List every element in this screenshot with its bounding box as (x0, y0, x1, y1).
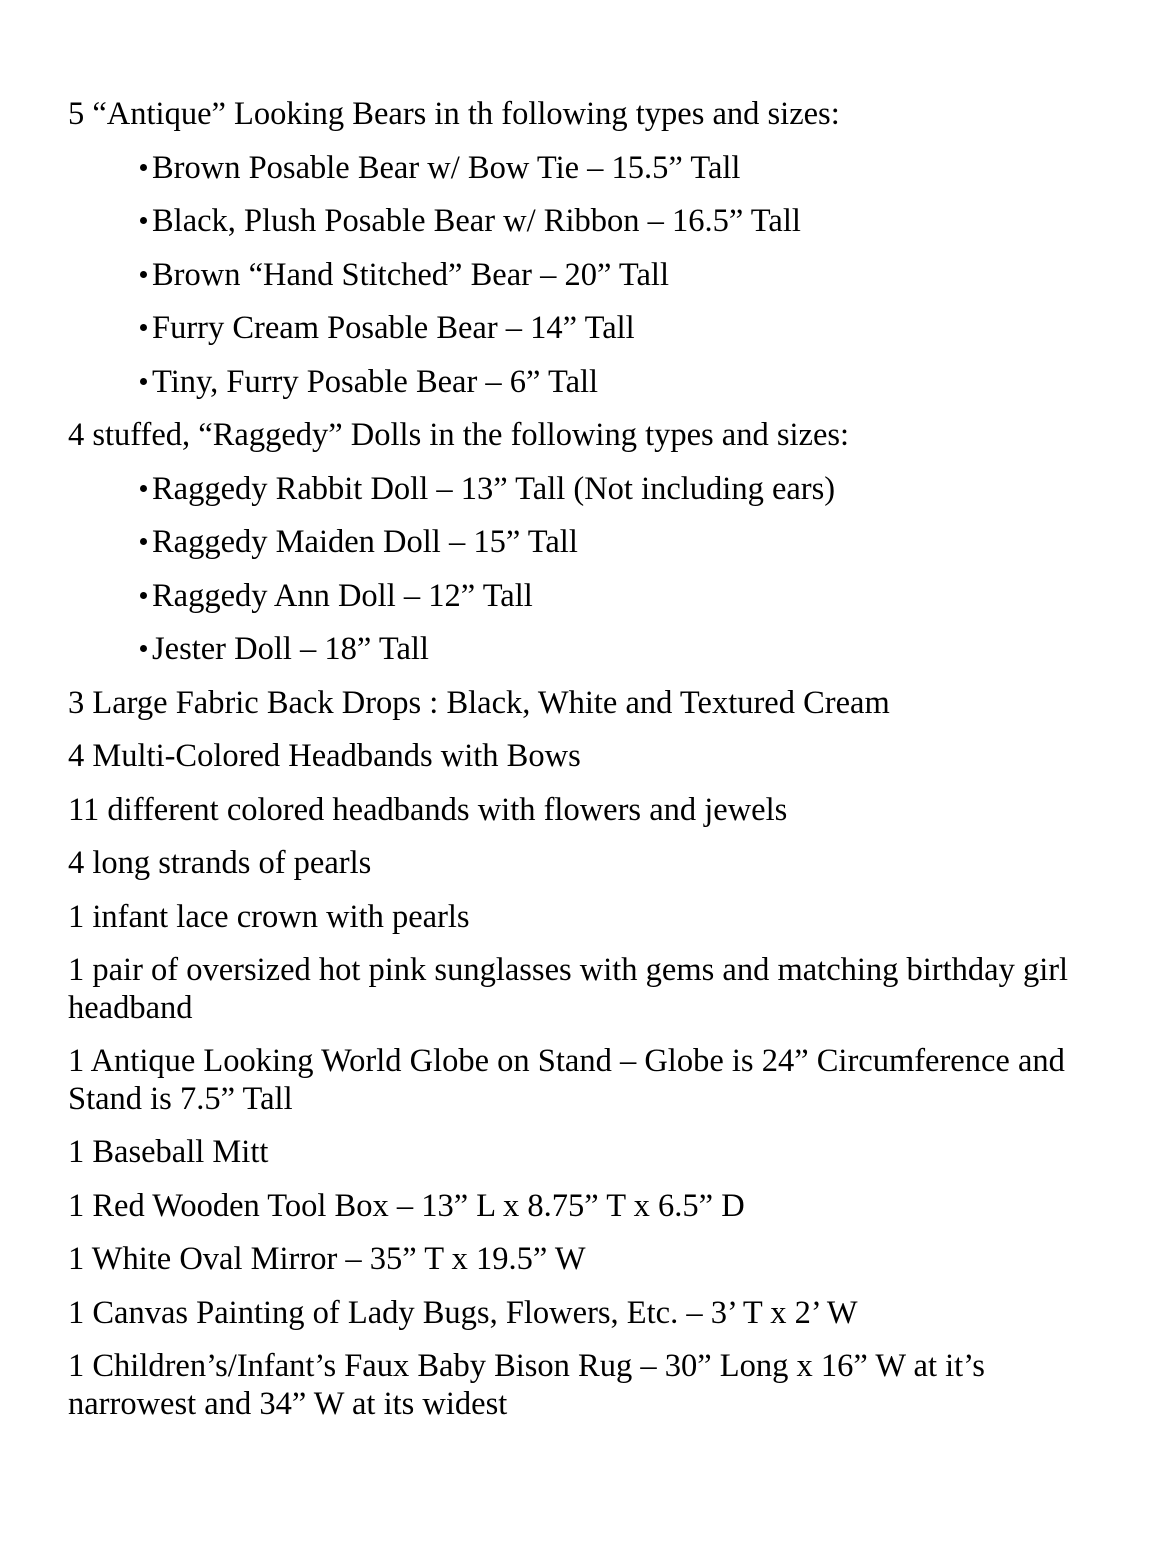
list-paragraph (68, 685, 1098, 723)
list-paragraph (68, 845, 1098, 883)
list-paragraph (68, 1348, 1098, 1423)
document-content (68, 96, 1098, 1439)
list-paragraph (68, 1134, 1098, 1172)
list-paragraph (68, 792, 1098, 830)
bullet-icon (140, 538, 147, 545)
list-paragraph (68, 1241, 1098, 1279)
bullet-item (68, 471, 1098, 509)
bullet-text: Furry Cream Posable Bear – 14” Tall (152, 310, 635, 346)
paragraph-text: 1 Children’s/Infant’s Faux Baby Bison Rug – 30” Long x 16” W at it’s narrowest and 34” W at its widest (68, 1348, 985, 1422)
paragraph-text: 1 infant lace crown with pearls (68, 898, 470, 935)
list-paragraph (68, 1295, 1098, 1333)
bullet-item (68, 524, 1098, 562)
paragraph-text: 4 Multi-Colored Headbands with Bows (68, 738, 581, 774)
bullet-item (68, 631, 1098, 669)
list-paragraph (68, 899, 1098, 937)
list-paragraph (68, 1188, 1098, 1226)
paragraph-text: 4 long strands of pearls (68, 845, 372, 881)
bullet-text: Brown “Hand Stitched” Bear – 20” Tall (152, 256, 669, 293)
paragraph-text: 4 stuffed, “Raggedy” Dolls in the following types and sizes: (68, 417, 850, 453)
bullet-text: Raggedy Maiden Doll – 15” Tall (152, 524, 578, 560)
paragraph-text: 5 “Antique” Looking Bears in th following types and sizes: (68, 96, 840, 132)
paragraph-text: 1 Antique Looking World Globe on Stand – Globe is 24” Circumference and Stand is 7.5” Tall (68, 1043, 1065, 1117)
paragraph-text: 11 different colored headbands with flowers and jewels (68, 791, 788, 828)
bullet-text: Jester Doll – 18” Tall (152, 631, 429, 667)
list-paragraph (68, 96, 1098, 134)
list-paragraph (68, 1043, 1098, 1118)
bullet-icon (140, 485, 147, 492)
bullet-item (68, 578, 1098, 616)
paragraph-text: 1 pair of oversized hot pink sunglasses with gems and matching birthday girl headband (68, 952, 1069, 1026)
bullet-text: Black, Plush Posable Bear w/ Ribbon – 16.5” Tall (152, 203, 801, 239)
bullet-icon (140, 217, 147, 224)
bullet-text: Raggedy Rabbit Doll – 13” Tall (Not including ears) (152, 470, 836, 507)
paragraph-text: 3 Large Fabric Back Drops : Black, White and Textured Cream (68, 684, 890, 721)
list-paragraph (68, 952, 1098, 1027)
paragraph-text: 1 Canvas Painting of Lady Bugs, Flowers, Etc. – 3’ T x 2’ W (68, 1294, 858, 1331)
bullet-item (68, 310, 1098, 348)
bullet-icon (140, 164, 147, 171)
list-paragraph (68, 738, 1098, 776)
bullet-icon (140, 592, 147, 599)
bullet-text: Tiny, Furry Posable Bear – 6” Tall (152, 363, 599, 400)
paragraph-text: 1 Baseball Mitt (68, 1134, 269, 1170)
bullet-text: Raggedy Ann Doll – 12” Tall (152, 577, 533, 614)
bullet-item (68, 203, 1098, 241)
bullet-item (68, 257, 1098, 295)
bullet-icon (140, 378, 147, 385)
paragraph-text: 1 Red Wooden Tool Box – 13” L x 8.75” T x 6.5” D (68, 1187, 745, 1224)
list-paragraph (68, 417, 1098, 455)
bullet-item (68, 150, 1098, 188)
bullet-item (68, 364, 1098, 402)
bullet-text: Brown Posable Bear w/ Bow Tie – 15.5” Tall (152, 149, 741, 186)
bullet-icon (140, 271, 147, 278)
paragraph-text: 1 White Oval Mirror – 35” T x 19.5” W (68, 1241, 586, 1277)
bullet-icon (140, 324, 147, 331)
bullet-icon (140, 645, 147, 652)
